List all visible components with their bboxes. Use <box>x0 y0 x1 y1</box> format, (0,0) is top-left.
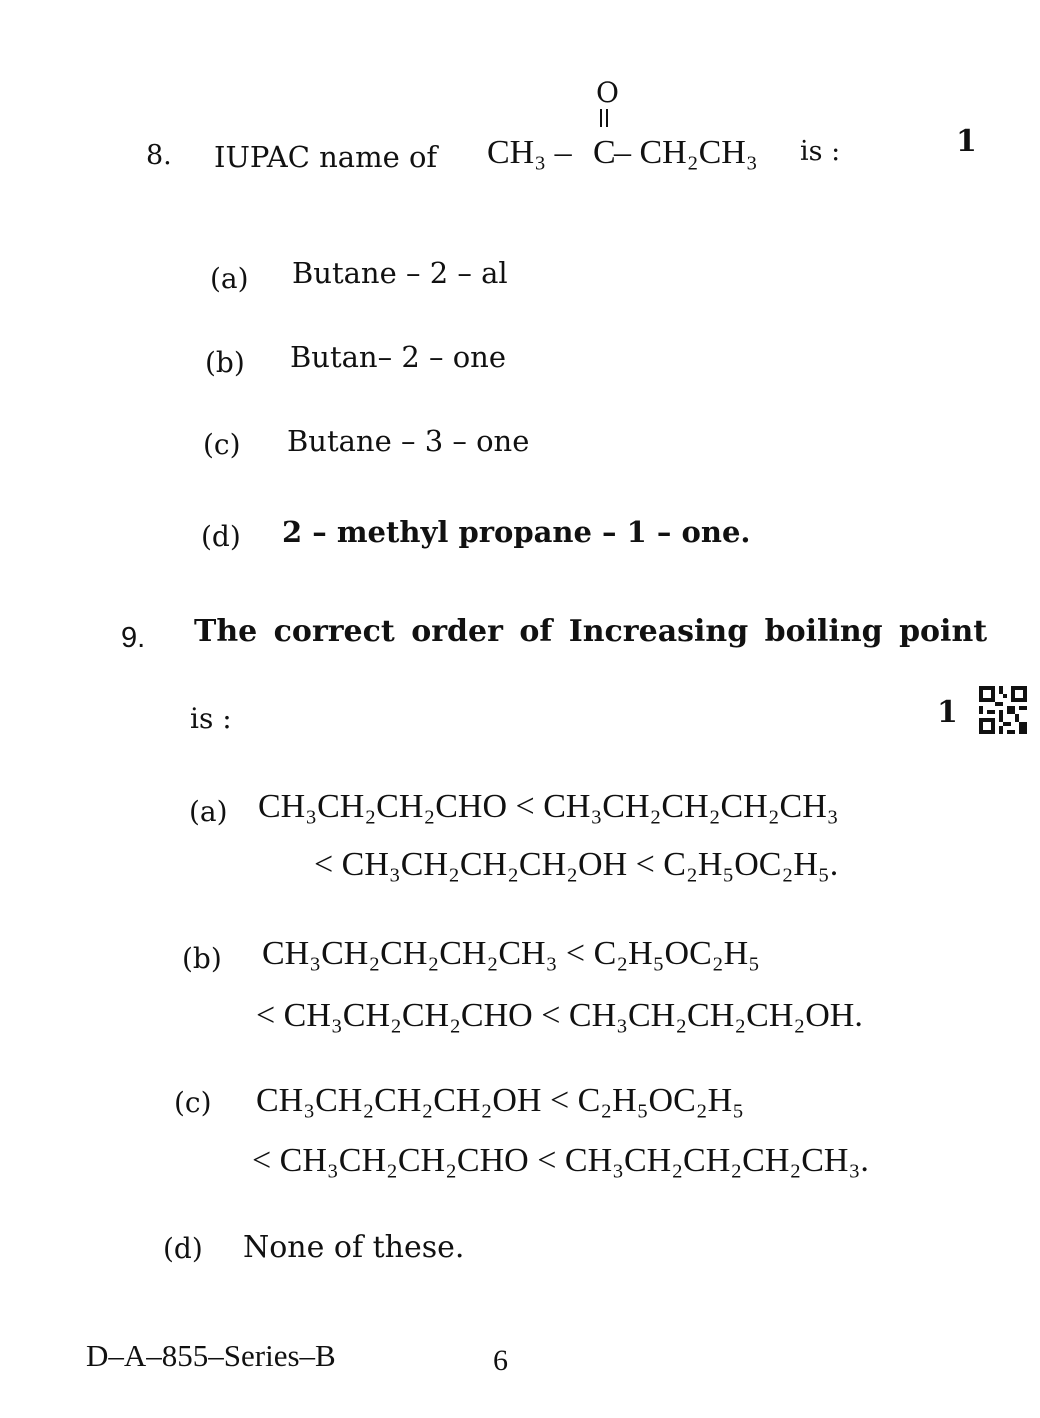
q8-option-b-label: (b) <box>205 346 245 379</box>
q9-option-b-line-1: CH₃CH₂CH₂CH₂CH₃ < C₂H₅OC₂H₅ <box>262 935 761 972</box>
q9-option-c-line-1: CH₃CH₂CH₂CH₂OH < C₂H₅OC₂H₅ <box>256 1082 745 1119</box>
question-8-number: 8. <box>146 140 172 171</box>
question-8-marks: 1 <box>956 124 977 159</box>
q8-option-d-text: 2 – methyl propane – 1 – one. <box>282 515 751 549</box>
q9-option-d-text: None of these. <box>243 1230 465 1265</box>
q8-option-c-text: Butane – 3 – one <box>287 424 530 458</box>
q8-option-b-text: Butan– 2 – one <box>290 340 507 374</box>
question-9-text-continued: is : <box>190 702 232 735</box>
question-9-number: 9. <box>121 622 146 654</box>
question-8-text: IUPAC name of <box>214 140 438 174</box>
q8-option-a-label: (a) <box>210 262 249 295</box>
q9-option-d-label: (d) <box>163 1232 203 1265</box>
qr-code-icon <box>979 686 1027 734</box>
question-9-text: The correct order of Increasing boiling point <box>194 614 988 649</box>
q9-option-a-line-2: < CH₃CH₂CH₂CH₂OH < C₂H₅OC₂H₅. <box>314 846 839 883</box>
question-9-marks: 1 <box>937 695 958 730</box>
q9-option-b-label: (b) <box>182 942 222 975</box>
q8-option-d-label: (d) <box>201 520 241 553</box>
page-number: 6 <box>493 1344 508 1377</box>
question-8-suffix: is : <box>800 136 841 167</box>
carbonyl-carbon: C <box>593 134 616 171</box>
q9-option-a-label: (a) <box>189 795 228 828</box>
q9-option-a-line-1: CH₃CH₂CH₂CHO < CH₃CH₂CH₂CH₂CH₃ <box>258 788 839 825</box>
q8-option-a-text: Butane – 2 – al <box>292 256 508 290</box>
q8-option-c-label: (c) <box>203 428 241 461</box>
paper-code: D–A–855–Series–B <box>86 1338 336 1373</box>
double-bond-icon <box>597 109 611 127</box>
q9-option-b-line-2: < CH₃CH₂CH₂CHO < CH₃CH₂CH₂CH₂OH. <box>256 997 863 1034</box>
carbonyl-oxygen: O <box>596 76 619 109</box>
q9-option-c-line-2: < CH₃CH₂CH₂CHO < CH₃CH₂CH₂CH₂CH₃. <box>252 1142 869 1179</box>
question-8-formula-right: – CH₂CH₃ <box>614 134 758 171</box>
question-8-formula-left: CH₃ – <box>487 134 572 171</box>
q9-option-c-label: (c) <box>174 1086 212 1119</box>
